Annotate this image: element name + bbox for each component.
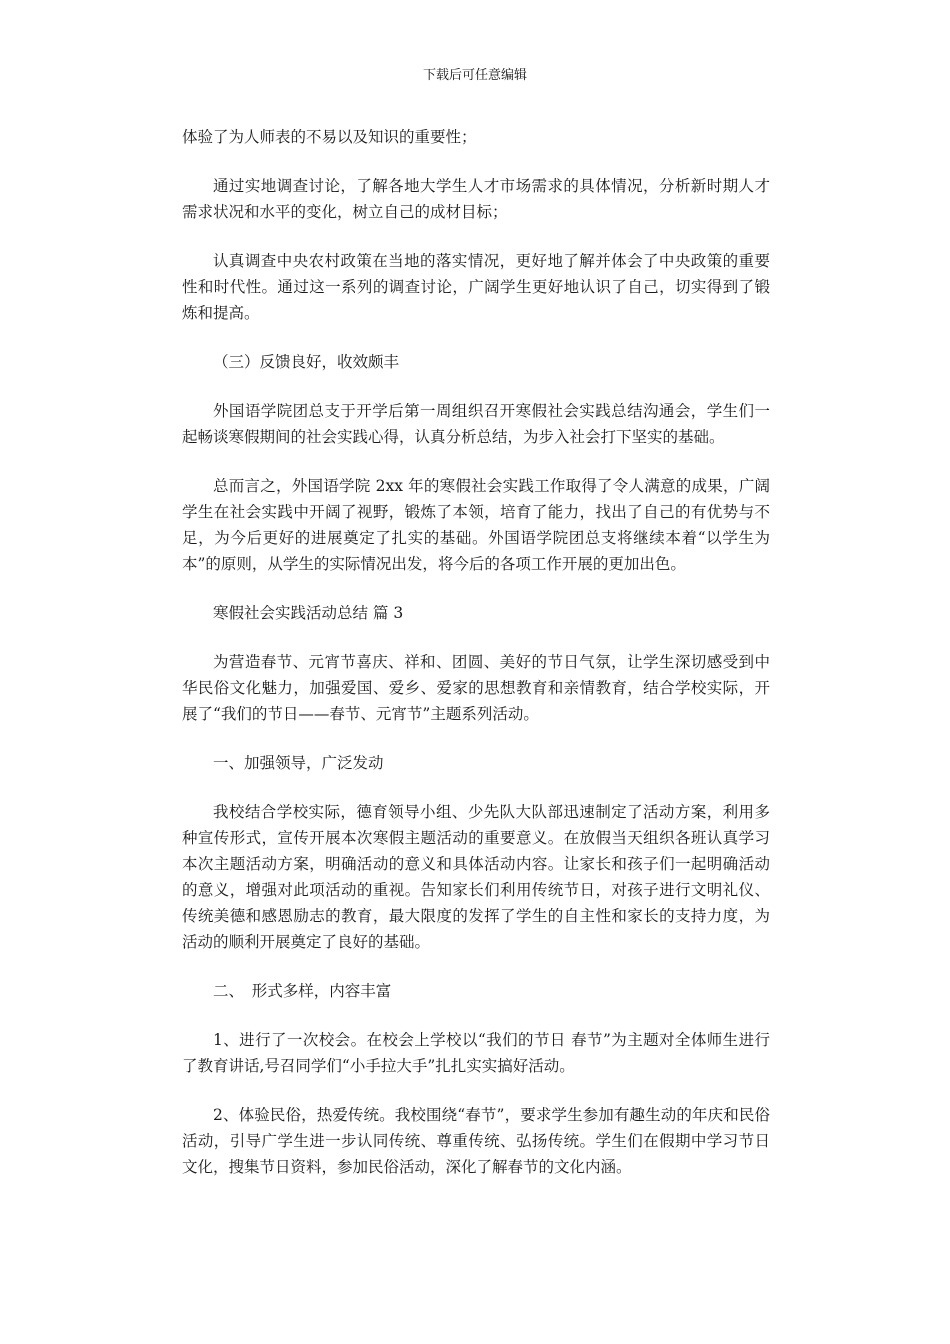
paragraph: 1、进行了一次校会。在校会上学校以“我们的节日 春节”为主题对全体师生进行了教育讲话,号召同学们“小手拉大手”扎扎实实搞好活动。: [182, 1031, 770, 1075]
article-title: 寒假社会实践活动总结 篇 3: [213, 604, 404, 622]
section-heading: （三）反馈良好，收效颇丰: [213, 353, 400, 371]
paragraph: 认真调查中央农村政策在当地的落实情况，更好地了解并体会了中央政策的重要性和时代性。通过这一系列的调查讨论，广阔学生更好地认识了自己，切实得到了锻炼和提高。: [182, 252, 770, 322]
paragraph: 外国语学院团总支于开学后第一周组织召开寒假社会实践总结沟通会，学生们一起畅谈寒假期间的社会实践心得，认真分析总结，为步入社会打下坚实的基础。: [182, 402, 770, 446]
paragraph: 我校结合学校实际，德育领导小组、少先队大队部迅速制定了活动方案，利用多种宣传形式，宣传开展本次寒假主题活动的重要意义。在放假当天组织各班认真学习本次主题活动方案，明确活动的意义和具体活动内容。让家长和孩子们一起明确活动的意义，增强对此项活动的重视。告知家长们利用传统节日，对孩子进行文明礼仪、传统美德和感恩励志的教育，最大限度的发挥了学生的自主性和家长的支持力度，为活动的顺利开展奠定了良好的基础。: [182, 803, 770, 951]
section-heading: 一、加强领导，广泛发动: [213, 754, 384, 772]
page-header: 下载后可任意编辑: [422, 68, 527, 83]
paragraph: 通过实地调查讨论，了解各地大学生人才市场需求的具体情况，分析新时期人才需求状况和水平的变化，树立自己的成材目标；: [182, 177, 770, 221]
paragraph: 2、体验民俗，热爱传统。我校围绕“春节”，要求学生参加有趣生动的年庆和民俗活动，引导广学生进一步认同传统、尊重传统、弘扬传统。学生们在假期中学习节日文化，搜集节日资料，参加民俗活动，深化了解春节的文化内涵。: [182, 1106, 770, 1176]
document-body: [182, 124, 770, 1203]
paragraph: 总而言之，外国语学院 2xx 年的寒假社会实践工作取得了令人满意的成果，广阔学生在社会实践中开阔了视野，锻炼了本领，培育了能力，找出了自己的有优势与不足，为今后更好的进展奠定了扎实的基础。外国语学院团总支将继续本着“以学生为本”的原则，从学生的实际情况出发，将今后的各项工作开展的更加出色。: [182, 477, 770, 573]
section-heading: 二、 形式多样，内容丰富: [213, 982, 392, 1000]
paragraph-continued: 体验了为人师表的不易以及知识的重要性；: [182, 128, 477, 146]
paragraph: 为营造春节、元宵节喜庆、祥和、团圆、美好的节日气氛，让学生深切感受到中华民俗文化魅力，加强爱国、爱乡、爱家的思想教育和亲情教育，结合学校实际，开展了“我们的节日——春节、元宵节”主题系列活动。: [182, 653, 770, 723]
